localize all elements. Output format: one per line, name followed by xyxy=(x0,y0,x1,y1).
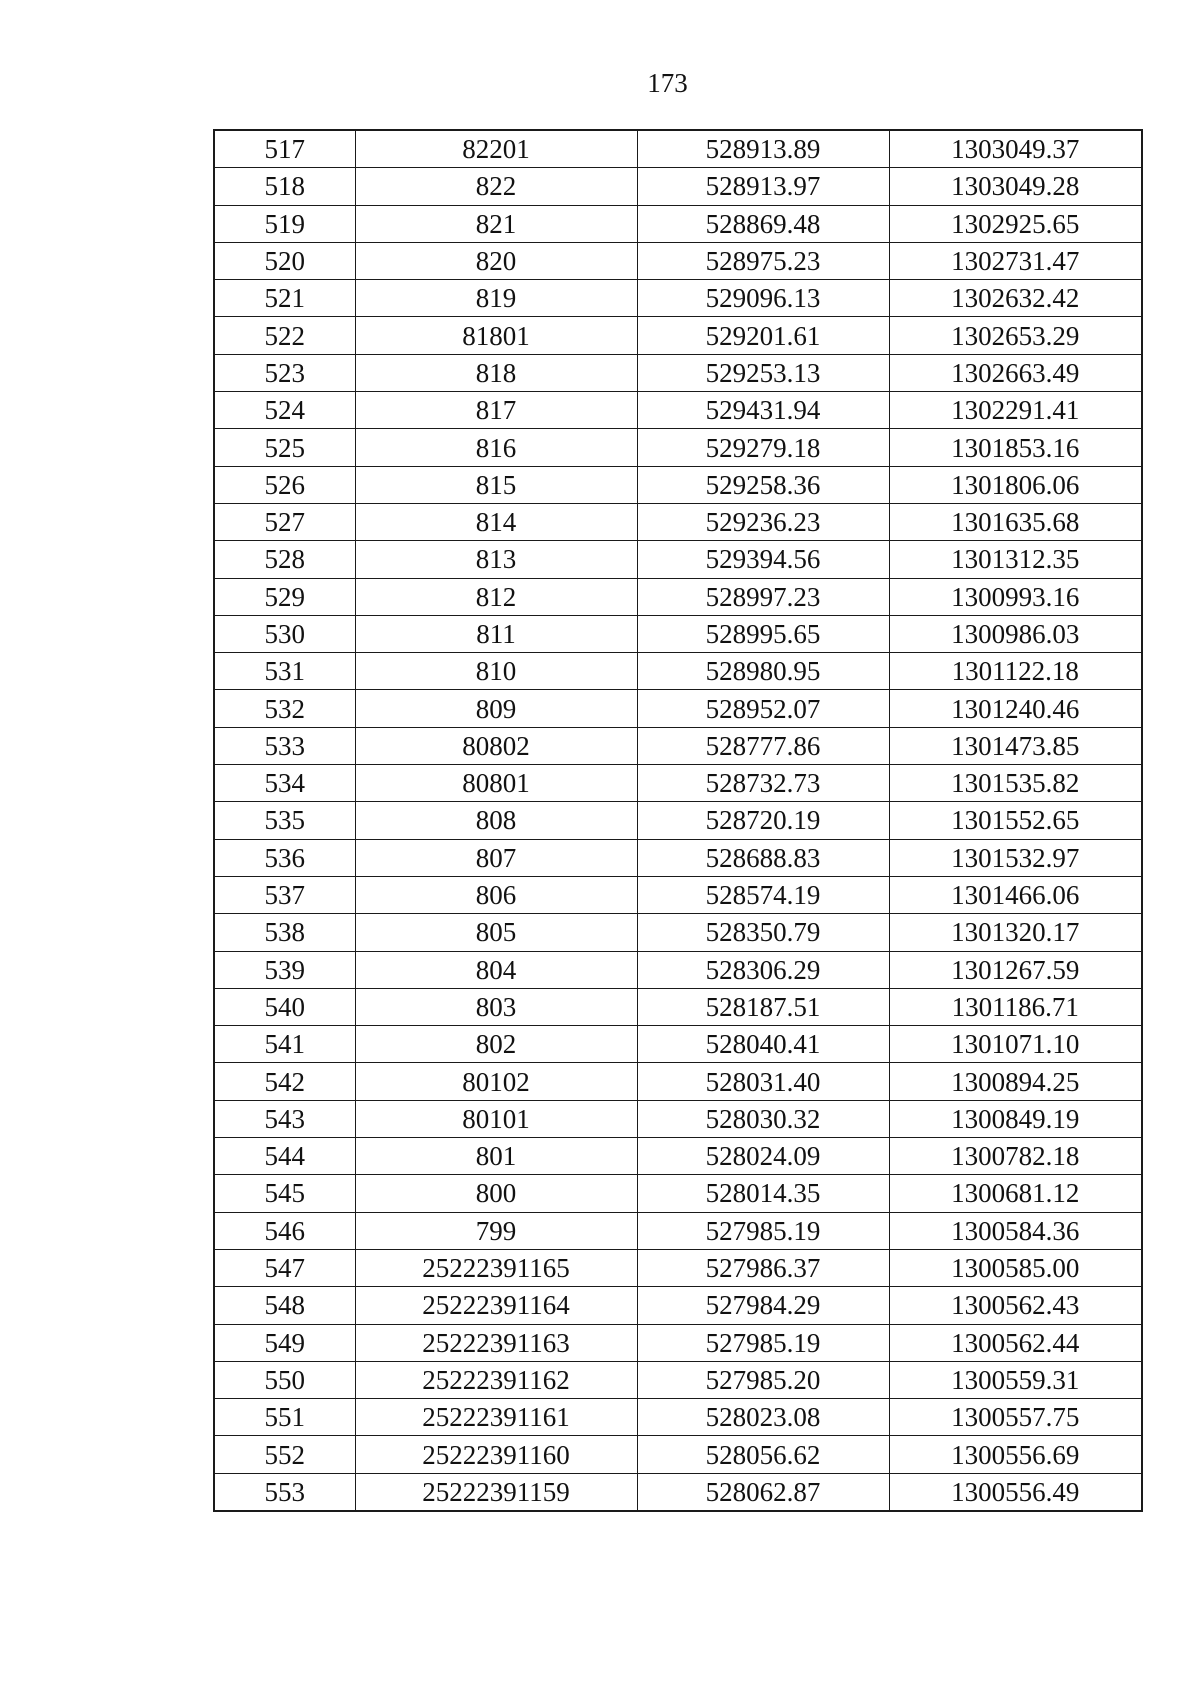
point-id-cell: 802 xyxy=(355,1026,637,1063)
point-id-cell: 25222391162 xyxy=(355,1361,637,1398)
table-row xyxy=(214,1399,1142,1436)
y-coordinate-cell: 1302653.29 xyxy=(889,317,1142,354)
x-coordinate-cell: 528777.86 xyxy=(637,727,889,764)
table-row xyxy=(214,503,1142,540)
x-coordinate-cell: 529253.13 xyxy=(637,354,889,391)
row-index-cell: 519 xyxy=(214,205,355,242)
row-index-cell: 535 xyxy=(214,802,355,839)
table-row xyxy=(214,1436,1142,1473)
x-coordinate-cell: 528913.89 xyxy=(637,130,889,168)
x-coordinate-cell: 527985.20 xyxy=(637,1361,889,1398)
point-id-cell: 81801 xyxy=(355,317,637,354)
x-coordinate-cell: 528306.29 xyxy=(637,951,889,988)
row-index-cell: 520 xyxy=(214,242,355,279)
y-coordinate-cell: 1302925.65 xyxy=(889,205,1142,242)
x-coordinate-cell: 528913.97 xyxy=(637,168,889,205)
point-id-cell: 80802 xyxy=(355,727,637,764)
table-row xyxy=(214,1138,1142,1175)
row-index-cell: 542 xyxy=(214,1063,355,1100)
row-index-cell: 544 xyxy=(214,1138,355,1175)
y-coordinate-cell: 1301635.68 xyxy=(889,503,1142,540)
y-coordinate-cell: 1301806.06 xyxy=(889,466,1142,503)
row-index-cell: 532 xyxy=(214,690,355,727)
table-row xyxy=(214,1100,1142,1137)
x-coordinate-cell: 528030.32 xyxy=(637,1100,889,1137)
table-row xyxy=(214,802,1142,839)
page-number: 173 xyxy=(647,68,688,98)
y-coordinate-cell: 1300562.44 xyxy=(889,1324,1142,1361)
x-coordinate-cell: 527984.29 xyxy=(637,1287,889,1324)
x-coordinate-cell: 528952.07 xyxy=(637,690,889,727)
row-index-cell: 522 xyxy=(214,317,355,354)
x-coordinate-cell: 528995.65 xyxy=(637,615,889,652)
row-index-cell: 531 xyxy=(214,653,355,690)
y-coordinate-cell: 1302632.42 xyxy=(889,280,1142,317)
row-index-cell: 549 xyxy=(214,1324,355,1361)
y-coordinate-cell: 1301552.65 xyxy=(889,802,1142,839)
point-id-cell: 817 xyxy=(355,392,637,429)
x-coordinate-cell: 529236.23 xyxy=(637,503,889,540)
table-row xyxy=(214,466,1142,503)
table-row xyxy=(214,1063,1142,1100)
y-coordinate-cell: 1300562.43 xyxy=(889,1287,1142,1324)
x-coordinate-cell: 528574.19 xyxy=(637,876,889,913)
x-coordinate-cell: 528732.73 xyxy=(637,765,889,802)
x-coordinate-cell: 528720.19 xyxy=(637,802,889,839)
row-index-cell: 518 xyxy=(214,168,355,205)
table-row xyxy=(214,541,1142,578)
y-coordinate-cell: 1302731.47 xyxy=(889,242,1142,279)
x-coordinate-cell: 528031.40 xyxy=(637,1063,889,1100)
y-coordinate-cell: 1301240.46 xyxy=(889,690,1142,727)
point-id-cell: 805 xyxy=(355,914,637,951)
row-index-cell: 539 xyxy=(214,951,355,988)
table-row xyxy=(214,429,1142,466)
y-coordinate-cell: 1301267.59 xyxy=(889,951,1142,988)
table-row xyxy=(214,1026,1142,1063)
x-coordinate-cell: 528040.41 xyxy=(637,1026,889,1063)
table-row xyxy=(214,765,1142,802)
point-id-cell: 82201 xyxy=(355,130,637,168)
x-coordinate-cell: 529279.18 xyxy=(637,429,889,466)
point-id-cell: 25222391160 xyxy=(355,1436,637,1473)
point-id-cell: 806 xyxy=(355,876,637,913)
y-coordinate-cell: 1301071.10 xyxy=(889,1026,1142,1063)
table-row xyxy=(214,242,1142,279)
table-row xyxy=(214,1249,1142,1286)
table-row xyxy=(214,653,1142,690)
x-coordinate-cell: 529394.56 xyxy=(637,541,889,578)
row-index-cell: 553 xyxy=(214,1473,355,1511)
x-coordinate-cell: 527986.37 xyxy=(637,1249,889,1286)
point-id-cell: 814 xyxy=(355,503,637,540)
row-index-cell: 525 xyxy=(214,429,355,466)
table-row xyxy=(214,1361,1142,1398)
y-coordinate-cell: 1300894.25 xyxy=(889,1063,1142,1100)
row-index-cell: 538 xyxy=(214,914,355,951)
row-index-cell: 526 xyxy=(214,466,355,503)
y-coordinate-cell: 1302663.49 xyxy=(889,354,1142,391)
point-id-cell: 816 xyxy=(355,429,637,466)
table-row xyxy=(214,1287,1142,1324)
table-row xyxy=(214,1175,1142,1212)
x-coordinate-cell: 528997.23 xyxy=(637,578,889,615)
point-id-cell: 821 xyxy=(355,205,637,242)
table-row xyxy=(214,578,1142,615)
x-coordinate-cell: 528062.87 xyxy=(637,1473,889,1511)
table-row xyxy=(214,988,1142,1025)
coordinates-table xyxy=(213,129,1143,1512)
point-id-cell: 803 xyxy=(355,988,637,1025)
point-id-cell: 808 xyxy=(355,802,637,839)
table-row xyxy=(214,1212,1142,1249)
row-index-cell: 527 xyxy=(214,503,355,540)
point-id-cell: 811 xyxy=(355,615,637,652)
row-index-cell: 529 xyxy=(214,578,355,615)
y-coordinate-cell: 1301186.71 xyxy=(889,988,1142,1025)
y-coordinate-cell: 1301466.06 xyxy=(889,876,1142,913)
x-coordinate-cell: 528056.62 xyxy=(637,1436,889,1473)
y-coordinate-cell: 1301532.97 xyxy=(889,839,1142,876)
point-id-cell: 25222391164 xyxy=(355,1287,637,1324)
table-row xyxy=(214,914,1142,951)
x-coordinate-cell: 529096.13 xyxy=(637,280,889,317)
row-index-cell: 543 xyxy=(214,1100,355,1137)
row-index-cell: 537 xyxy=(214,876,355,913)
row-index-cell: 546 xyxy=(214,1212,355,1249)
row-index-cell: 545 xyxy=(214,1175,355,1212)
row-index-cell: 551 xyxy=(214,1399,355,1436)
y-coordinate-cell: 1303049.37 xyxy=(889,130,1142,168)
row-index-cell: 550 xyxy=(214,1361,355,1398)
y-coordinate-cell: 1301312.35 xyxy=(889,541,1142,578)
table-row xyxy=(214,1473,1142,1511)
y-coordinate-cell: 1300993.16 xyxy=(889,578,1142,615)
x-coordinate-cell: 529258.36 xyxy=(637,466,889,503)
y-coordinate-cell: 1300986.03 xyxy=(889,615,1142,652)
point-id-cell: 25222391161 xyxy=(355,1399,637,1436)
y-coordinate-cell: 1301122.18 xyxy=(889,653,1142,690)
y-coordinate-cell: 1300849.19 xyxy=(889,1100,1142,1137)
point-id-cell: 80102 xyxy=(355,1063,637,1100)
table-row xyxy=(214,839,1142,876)
point-id-cell: 800 xyxy=(355,1175,637,1212)
table-row xyxy=(214,354,1142,391)
y-coordinate-cell: 1300559.31 xyxy=(889,1361,1142,1398)
x-coordinate-cell: 527985.19 xyxy=(637,1212,889,1249)
point-id-cell: 809 xyxy=(355,690,637,727)
row-index-cell: 530 xyxy=(214,615,355,652)
point-id-cell: 801 xyxy=(355,1138,637,1175)
point-id-cell: 818 xyxy=(355,354,637,391)
x-coordinate-cell: 529431.94 xyxy=(637,392,889,429)
point-id-cell: 80801 xyxy=(355,765,637,802)
table-row xyxy=(214,205,1142,242)
table-row xyxy=(214,130,1142,168)
x-coordinate-cell: 528024.09 xyxy=(637,1138,889,1175)
y-coordinate-cell: 1300557.75 xyxy=(889,1399,1142,1436)
row-index-cell: 540 xyxy=(214,988,355,1025)
row-index-cell: 548 xyxy=(214,1287,355,1324)
y-coordinate-cell: 1300585.00 xyxy=(889,1249,1142,1286)
point-id-cell: 804 xyxy=(355,951,637,988)
row-index-cell: 524 xyxy=(214,392,355,429)
y-coordinate-cell: 1300782.18 xyxy=(889,1138,1142,1175)
table-row xyxy=(214,392,1142,429)
x-coordinate-cell: 527985.19 xyxy=(637,1324,889,1361)
point-id-cell: 822 xyxy=(355,168,637,205)
table-row xyxy=(214,317,1142,354)
row-index-cell: 547 xyxy=(214,1249,355,1286)
row-index-cell: 536 xyxy=(214,839,355,876)
table-row xyxy=(214,615,1142,652)
y-coordinate-cell: 1303049.28 xyxy=(889,168,1142,205)
point-id-cell: 25222391165 xyxy=(355,1249,637,1286)
point-id-cell: 815 xyxy=(355,466,637,503)
row-index-cell: 552 xyxy=(214,1436,355,1473)
x-coordinate-cell: 528975.23 xyxy=(637,242,889,279)
row-index-cell: 541 xyxy=(214,1026,355,1063)
x-coordinate-cell: 528350.79 xyxy=(637,914,889,951)
point-id-cell: 812 xyxy=(355,578,637,615)
point-id-cell: 25222391159 xyxy=(355,1473,637,1511)
y-coordinate-cell: 1301320.17 xyxy=(889,914,1142,951)
point-id-cell: 807 xyxy=(355,839,637,876)
point-id-cell: 820 xyxy=(355,242,637,279)
y-coordinate-cell: 1301473.85 xyxy=(889,727,1142,764)
row-index-cell: 528 xyxy=(214,541,355,578)
y-coordinate-cell: 1300556.69 xyxy=(889,1436,1142,1473)
y-coordinate-cell: 1300681.12 xyxy=(889,1175,1142,1212)
point-id-cell: 799 xyxy=(355,1212,637,1249)
x-coordinate-cell: 528023.08 xyxy=(637,1399,889,1436)
point-id-cell: 80101 xyxy=(355,1100,637,1137)
point-id-cell: 813 xyxy=(355,541,637,578)
row-index-cell: 521 xyxy=(214,280,355,317)
x-coordinate-cell: 528014.35 xyxy=(637,1175,889,1212)
x-coordinate-cell: 528187.51 xyxy=(637,988,889,1025)
x-coordinate-cell: 529201.61 xyxy=(637,317,889,354)
y-coordinate-cell: 1301853.16 xyxy=(889,429,1142,466)
y-coordinate-cell: 1302291.41 xyxy=(889,392,1142,429)
x-coordinate-cell: 528869.48 xyxy=(637,205,889,242)
table-row xyxy=(214,876,1142,913)
point-id-cell: 819 xyxy=(355,280,637,317)
table-row xyxy=(214,690,1142,727)
y-coordinate-cell: 1300556.49 xyxy=(889,1473,1142,1511)
table-row xyxy=(214,951,1142,988)
point-id-cell: 810 xyxy=(355,653,637,690)
y-coordinate-cell: 1300584.36 xyxy=(889,1212,1142,1249)
table-row xyxy=(214,168,1142,205)
row-index-cell: 534 xyxy=(214,765,355,802)
row-index-cell: 533 xyxy=(214,727,355,764)
x-coordinate-cell: 528980.95 xyxy=(637,653,889,690)
table-row xyxy=(214,727,1142,764)
table-row xyxy=(214,280,1142,317)
y-coordinate-cell: 1301535.82 xyxy=(889,765,1142,802)
x-coordinate-cell: 528688.83 xyxy=(637,839,889,876)
coordinates-table-body xyxy=(214,130,1142,1511)
row-index-cell: 517 xyxy=(214,130,355,168)
point-id-cell: 25222391163 xyxy=(355,1324,637,1361)
table-row xyxy=(214,1324,1142,1361)
row-index-cell: 523 xyxy=(214,354,355,391)
